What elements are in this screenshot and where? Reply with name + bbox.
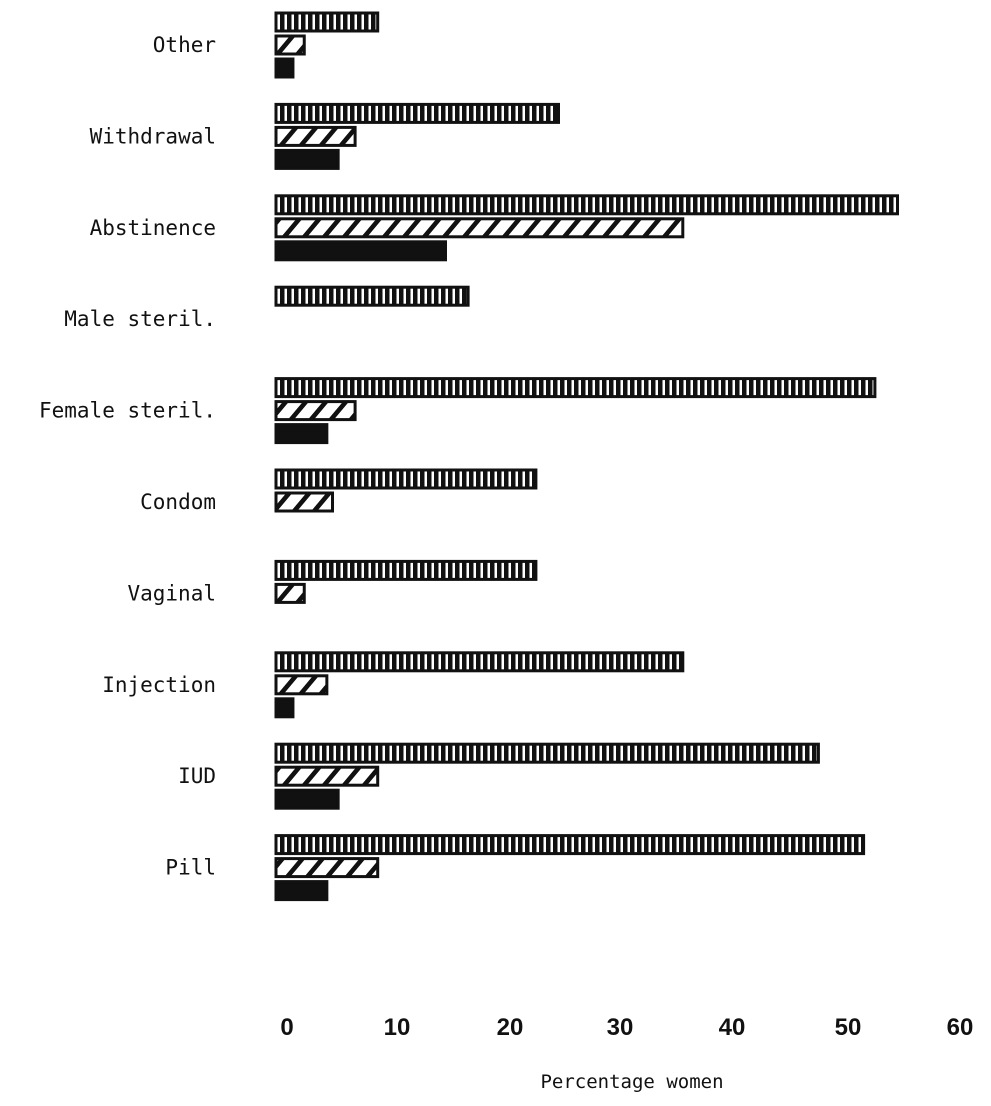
- x-tick-label-1: 10: [383, 1014, 411, 1041]
- category-label-vaginal: Vaginal: [127, 581, 216, 606]
- category-label-condom: Condom: [140, 490, 216, 514]
- bar-abstinence-series-2: [276, 219, 683, 237]
- bar-injection-series-1: [276, 653, 683, 671]
- bar-female-steril-series-3: [276, 425, 327, 443]
- category-label-abstinence: Abstinence: [89, 215, 216, 240]
- bar-abstinence-series-3: [276, 242, 446, 260]
- x-tick-label-2: 20: [496, 1014, 524, 1041]
- category-label-injection: Injection: [102, 672, 216, 697]
- bars-group: [276, 13, 898, 900]
- bar-male-steril-series-1: [276, 287, 468, 305]
- bar-injection-series-3: [276, 699, 293, 717]
- bar-vaginal-series-2: [276, 584, 304, 602]
- bar-withdrawal-series-3: [276, 150, 338, 168]
- bar-withdrawal-series-2: [276, 127, 355, 145]
- bar-other-series-2: [276, 36, 304, 54]
- x-axis-ticks: [280, 1014, 973, 1041]
- x-tick-label-4: 40: [718, 1014, 746, 1041]
- bar-pill-series-3: [276, 882, 327, 900]
- x-tick-label-3: 30: [606, 1014, 634, 1041]
- bar-vaginal-series-1: [276, 561, 536, 579]
- category-label-iud: IUD: [178, 764, 216, 789]
- category-label-male-steril: Male steril.: [64, 307, 216, 332]
- x-tick-label-0: 0: [280, 1014, 294, 1041]
- x-tick-label-5: 50: [834, 1014, 862, 1041]
- bar-other-series-3: [276, 59, 293, 77]
- bar-female-steril-series-1: [276, 379, 875, 397]
- category-label-pill: Pill: [165, 855, 216, 880]
- bar-female-steril-series-2: [276, 402, 355, 420]
- x-tick-label-6: 60: [946, 1014, 974, 1041]
- bar-iud-series-2: [276, 767, 378, 785]
- bar-condom-series-1: [276, 470, 536, 488]
- category-label-female-steril: Female steril.: [38, 398, 216, 423]
- category-label-other: Other: [152, 33, 216, 57]
- x-axis-title: Percentage women: [540, 1071, 724, 1093]
- bar-iud-series-1: [276, 744, 818, 762]
- bar-abstinence-series-1: [276, 196, 898, 214]
- bar-withdrawal-series-1: [276, 104, 559, 122]
- bar-injection-series-2: [276, 676, 327, 694]
- bar-other-series-1: [276, 13, 378, 31]
- bar-pill-series-1: [276, 836, 864, 854]
- bar-condom-series-2: [276, 493, 333, 511]
- bar-pill-series-2: [276, 859, 378, 877]
- bar-iud-series-3: [276, 790, 338, 808]
- category-labels: [39, 33, 216, 880]
- category-label-withdrawal: Withdrawal: [89, 124, 216, 149]
